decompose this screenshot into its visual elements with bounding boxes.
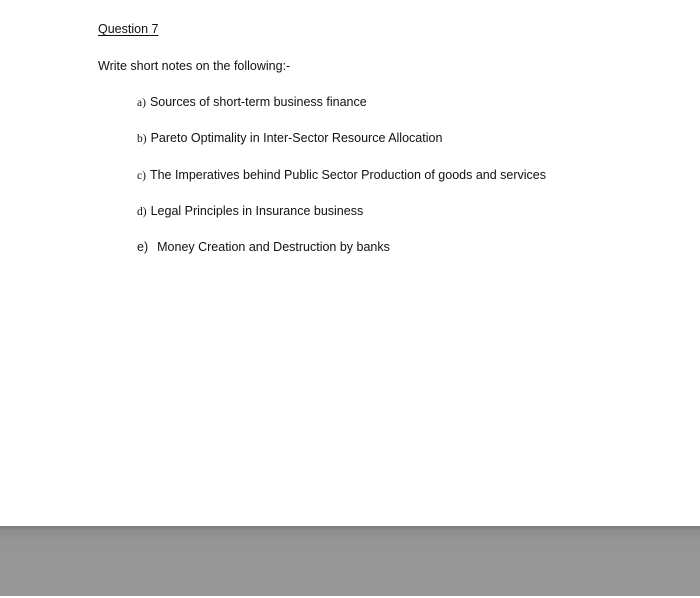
list-item [137, 131, 442, 145]
list-item [137, 240, 390, 254]
list-item [137, 168, 546, 182]
list-item [137, 204, 363, 218]
question-instruction: Write short notes on the following:- [98, 59, 291, 73]
list-item-marker: d) [137, 206, 147, 218]
list-item-marker: a) [137, 97, 146, 109]
list-item-text: The Imperatives behind Public Sector Production of goods and services [149, 168, 546, 182]
list-item-marker: e) [137, 240, 149, 254]
list-item [137, 95, 367, 109]
list-item-text: Pareto Optimality in Inter-Sector Resource Allocation [150, 131, 443, 145]
list-item-text: Money Creation and Destruction by banks [157, 240, 390, 254]
question-title: Question 7 [98, 22, 159, 36]
bottom-shade [0, 526, 700, 598]
list-item-text: Sources of short-term business finance [149, 95, 367, 109]
list-item-text: Legal Principles in Insurance business [150, 204, 364, 218]
list-item-marker: c) [137, 170, 146, 182]
list-item-marker: b) [137, 133, 147, 145]
